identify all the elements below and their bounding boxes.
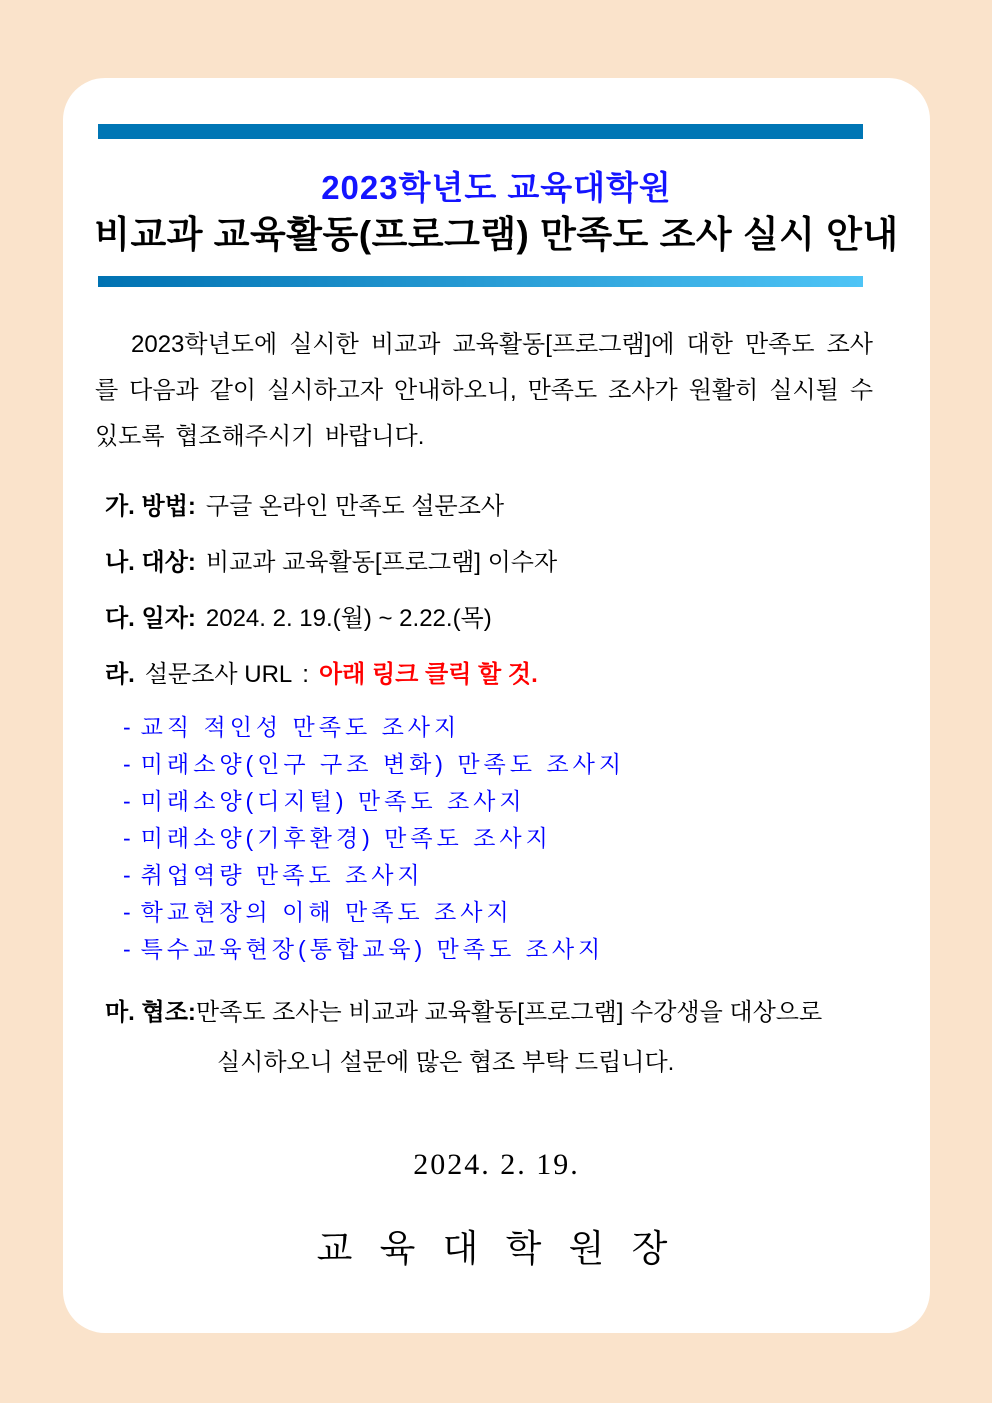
survey-link-school-field[interactable] (123, 895, 883, 932)
hyphen-bullet: - (123, 862, 131, 888)
item-cooperation-line1 (105, 998, 905, 1028)
intro-paragraph: 2023학년도에 실시한 비교과 교육활동[프로그램]에 대한 만족도 조사를 다음과 같이 실시하고자 안내하오니, 만족도 조사가 원활히 실시될 수 있도록 협조해주시기 바랍니다. (95, 331, 873, 450)
survey-link-special-education[interactable] (123, 932, 883, 969)
item-method-colon: : (187, 493, 196, 520)
hyphen-bullet: - (123, 899, 131, 925)
notice-title-year: 2023학년도 교육대학원 (321, 169, 672, 206)
survey-link-label[interactable]: 교직 적인성 만족도 조사지 (140, 714, 461, 740)
survey-link-future-digital[interactable] (123, 784, 883, 821)
item-url (105, 660, 895, 716)
hyphen-bullet: - (123, 788, 131, 814)
issue-date: 2024. 2. 19. (413, 1148, 580, 1181)
hyphen-bullet: - (123, 751, 131, 777)
item-schedule-text: 2024. 2. 19.(월) ~ 2.22.(목) (205, 605, 492, 632)
signature-title: 교 육 대 학 원 장 (316, 1229, 677, 1270)
hyphen-bullet: - (123, 825, 131, 851)
item-schedule-colon: : (187, 605, 196, 632)
item-cooperation-text1: 만족도 조사는 비교과 교육활동[프로그램] 수강생을 대상으로 (195, 999, 823, 1026)
item-method-text: 구글 온라인 만족도 설문조사 (205, 493, 505, 520)
hyphen-bullet: - (123, 936, 131, 962)
header-gradient-bar (98, 276, 863, 287)
item-url-marker: 라. (105, 661, 135, 688)
item-cooperation-label: 마. 협조 (105, 999, 188, 1026)
header-top-bar (98, 124, 863, 139)
item-cooperation-text2: 실시하오니 설문에 많은 협조 부탁 드립니다. (217, 1049, 675, 1076)
survey-link-future-climate[interactable] (123, 821, 883, 858)
survey-link-label[interactable]: 취업역량 만족도 조사지 (140, 862, 424, 888)
survey-link-label[interactable]: 미래소양(디지털) 만족도 조사지 (140, 788, 526, 814)
item-target-label: 나. 대상 (105, 549, 188, 576)
survey-link-future-population[interactable] (123, 747, 883, 784)
notice-item-list (105, 492, 895, 716)
item-schedule-label: 다. 일자 (105, 605, 188, 632)
survey-link-teaching-aptitude[interactable] (123, 710, 883, 747)
survey-link-label[interactable]: 특수교육현장(통합교육) 만족도 조사지 (140, 936, 605, 962)
survey-link-list (123, 710, 883, 969)
survey-link-label[interactable]: 미래소양(인구 구조 변화) 만족도 조사지 (140, 751, 626, 777)
survey-link-label[interactable]: 학교현장의 이해 만족도 조사지 (140, 899, 513, 925)
survey-link-label[interactable]: 미래소양(기후환경) 만족도 조사지 (140, 825, 552, 851)
item-method (105, 492, 895, 548)
item-target-colon: : (187, 549, 196, 576)
item-cooperation (105, 998, 905, 1078)
notice-card (63, 78, 930, 1333)
notice-title-main: 비교과 교육활동(프로그램) 만족도 조사 실시 안내 (94, 214, 899, 255)
item-cooperation-line2 (105, 1048, 905, 1078)
item-url-colon: : (302, 661, 309, 688)
survey-link-employment[interactable] (123, 858, 883, 895)
item-schedule (105, 604, 895, 660)
item-cooperation-colon: : (187, 999, 196, 1026)
item-target-text: 비교과 교육활동[프로그램] 이수자 (205, 549, 558, 576)
item-url-label: 설문조사 URL (144, 661, 293, 688)
item-url-note: 아래 링크 클릭 할 것. (318, 661, 538, 688)
item-method-label: 가. 방법 (105, 493, 188, 520)
hyphen-bullet: - (123, 714, 131, 740)
item-target (105, 548, 895, 604)
